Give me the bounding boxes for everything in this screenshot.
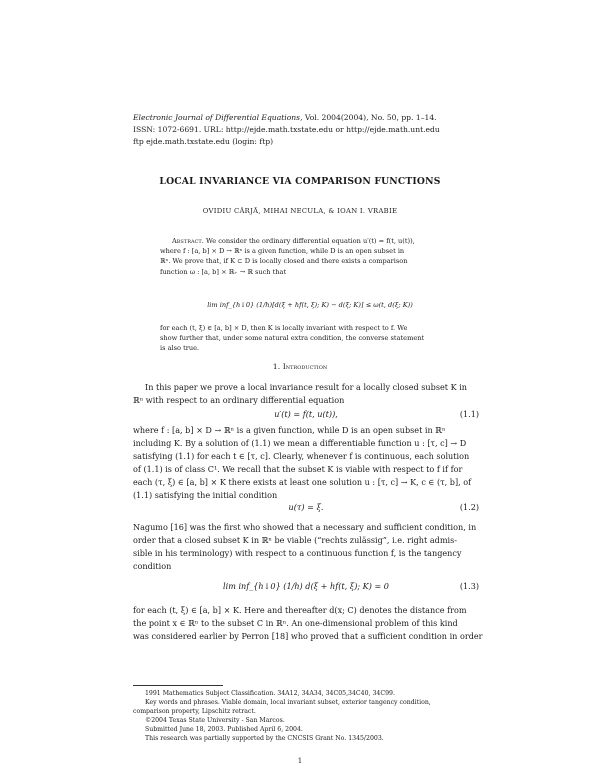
body-line: where f : [a, b] × D → ℝⁿ is a given function, while D is an open subset in ℝⁿ: [133, 425, 446, 435]
body-line: order that a closed subset K in ℝⁿ be viable (“rechts zulässig”, i.e. right admis-: [133, 535, 457, 545]
equation-1-3-formula: lim inf_{h↓0} (1/h) d(ξ + hf(t, ξ); K) = 0: [223, 581, 389, 591]
journal-citation: [133, 112, 483, 124]
section-heading: [0, 362, 600, 371]
equation-1-1-formula: u′(t) = f(t, u(t)),: [274, 409, 338, 419]
body-line: was considered earlier by Perron [18] who proved that a sufficient condition in order: [133, 631, 483, 641]
abstract-line: function ω : [a, b] × ℝ₊ → ℝ such that: [160, 267, 287, 276]
abstract-formula: lim inf_{h↓0} (1/h)[d(ξ + hf(t, ξ); K) − d(ξ; K)] ≤ ω(t, d(ξ; K)): [207, 301, 413, 309]
issn-line: ISSN: 1072-6691. URL: http://ejde.math.txstate.edu or http://ejde.math.unt.edu: [133, 125, 440, 134]
footnote-divider: [133, 685, 223, 686]
paper-title: LOCAL INVARIANCE VIA COMPARISON FUNCTIONS: [159, 176, 441, 187]
equation-1-3-number: (1.3): [459, 581, 479, 591]
body-line: for each (t, ξ) ∈ [a, b] × K. Here and thereafter d(x; C) denotes the distance from: [133, 605, 467, 615]
footnote-line: comparison property, Lipschitz retract.: [133, 708, 256, 715]
footnote-line: ©2004 Texas State University - San Marcos.: [145, 717, 285, 724]
body-line: each (τ, ξ) ∈ [a, b] × K there exists at least one solution u : [τ, c] → K, c ∈ (τ, b], of: [133, 477, 472, 487]
body-line: Nagumo [16] was the first who showed that a necessary and sufficient condition, in: [133, 522, 477, 532]
page-number: 1: [297, 757, 303, 765]
abstract-conclusion: [160, 323, 460, 354]
body-line: condition: [133, 561, 172, 571]
abstract-line: where f : [a, b] × D → ℝⁿ is a given function, while D is an open subset in: [160, 247, 405, 256]
equation-1-1-number: (1.1): [459, 409, 479, 419]
footnote-line: Key words and phrases. Viable domain, local invariant subset, exterior tangency condition,: [145, 699, 431, 706]
footnote-line: Submitted June 18, 2003. Published April 6, 2004.: [145, 726, 303, 733]
body-line: In this paper we prove a local invariance result for a locally closed subset K in: [145, 382, 468, 392]
abstract-line: Abstract. We consider the ordinary differential equation u′(t) = f(t, u(t)),: [172, 237, 415, 245]
body-line: satisfying (1.1) for each t ∈ [τ, c]. Clearly, whenever f is continuous, each solution: [133, 451, 470, 461]
journal-volume: , Vol. 2004(2004), No. 50, pp. 1–14.: [300, 113, 437, 122]
section-title: Introduction: [282, 362, 328, 371]
body-line: (1.1) satisfying the initial condition: [133, 490, 278, 500]
footnote-line: 1991 Mathematics Subject Classification. 34A12, 34A34, 34C05,34C40, 34C99.: [145, 690, 395, 697]
equation-1-2-formula: u(τ) = ξ.: [288, 502, 324, 512]
body-line: including K. By a solution of (1.1) we mean a differentiable function u : [τ, c] → D: [133, 438, 467, 448]
section-number: 1.: [272, 362, 281, 371]
ftp-line: ftp ejde.math.txstate.edu (login: ftp): [133, 137, 274, 146]
abstract-line: is also true.: [160, 344, 200, 353]
abstract-line: ℝⁿ. We prove that, if K ⊂ D is locally closed and there exists a comparison: [160, 257, 408, 266]
abstract-block: [160, 236, 460, 277]
paper-authors: OVIDIU CÂRJĂ, MIHAI NECULA, & IOAN I. VRABIE: [202, 207, 398, 215]
abstract-line: for each (t, ξ) ∈ [a, b] × D, then K is locally invariant with respect to f. We: [160, 324, 408, 332]
body-line: sible in his terminology) with respect to a continuous function f, is the tangency: [133, 548, 462, 558]
body-line: ℝⁿ with respect to an ordinary differential equation: [133, 395, 345, 405]
body-line: the point x ∈ ℝⁿ to the subset C in ℝⁿ. An one-dimensional problem of this kind: [133, 618, 458, 628]
journal-name: Electronic Journal of Differential Equations: [133, 113, 301, 122]
equation-1-2-number: (1.2): [459, 502, 479, 512]
body-line: of (1.1) is of class C¹. We recall that the subset K is viable with respect to f if for: [133, 464, 463, 474]
abstract-label: Abstract.: [172, 237, 204, 245]
abstract-line: show further that, under some natural extra condition, the converse statement: [160, 334, 425, 343]
footnote-line: This research was partially supported by the CNCSIS Grant No. 1345/2003.: [145, 735, 384, 742]
